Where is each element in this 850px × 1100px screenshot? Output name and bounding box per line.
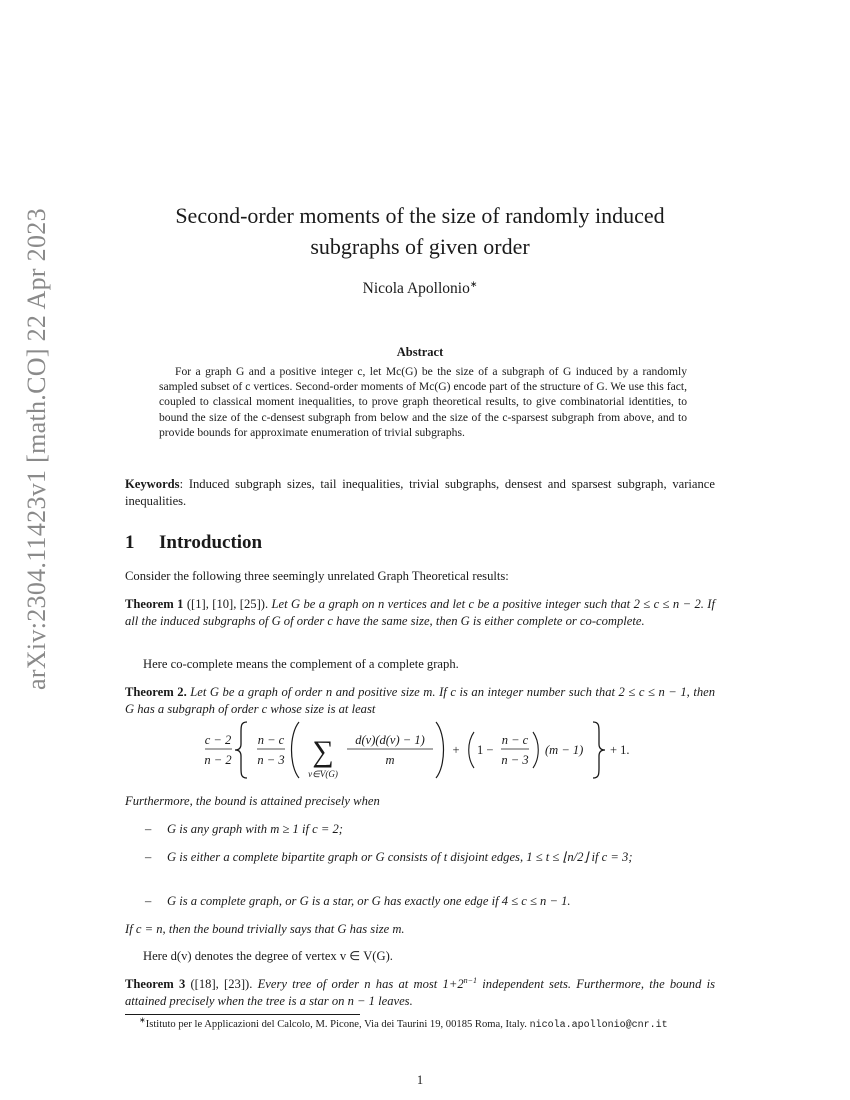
case-dash: –	[145, 894, 152, 908]
theorem-1	[125, 596, 715, 630]
formula-inner-left-paren	[469, 732, 474, 768]
formula-plus: +	[452, 743, 460, 757]
theorem-2-formula	[125, 718, 715, 782]
arxiv-identifier: arXiv:2304.11423v1 [math.CO] 22 Apr 2023	[22, 208, 51, 690]
theorem-3	[125, 976, 715, 1010]
theorem-3-refs: ([18], [23]).	[185, 977, 253, 991]
section-heading	[125, 532, 262, 554]
footnote-affiliation: Istituto per le Applicazioni del Calcolo, M. Picone, Via dei Taurini 19, 00185 Roma, Italy.	[145, 1019, 527, 1030]
formula-one-minus: 1 −	[477, 743, 494, 757]
title-line-1: Second-order moments of the size of randomly induced	[175, 203, 665, 228]
formula-inner-right-paren	[533, 732, 538, 768]
paper-title	[125, 200, 715, 262]
theorem-1-label: Theorem 1	[125, 597, 184, 611]
theorem-3-body-before: Every tree of order n has at most 1+2	[252, 977, 464, 991]
theorem-2-attained: Furthermore, the bound is attained precisely when	[125, 794, 380, 808]
theorem-2-case-3	[145, 893, 715, 910]
theorem-2-trivial-case: If c = n, then the bound trivially says that G has size m.	[125, 922, 405, 936]
abstract-text: For a graph G and a positive integer c, let Mc(G) be the size of a subgraph of G induced by a randomly sampled subset of c vertices. Second-order moments of Mc(G) encode part of the structure of G. We use this fact, coupled to classical moment inequalities, to prove graph theoretical results, to give combinatorial identities, to bound the size of the c-densest subgraph from below and the size of the c-sparsest subgraph from above, and to provide bounds for approximate enumeration of trivial subgraphs.	[159, 365, 687, 439]
case-dash: –	[145, 822, 152, 836]
degree-note: Here d(v) denotes the degree of vertex v ∈ V(G).	[143, 949, 393, 963]
footnote-email[interactable]: nicola.apollonio@cnr.it	[529, 1020, 668, 1031]
theorem-3-exponent: n−1	[463, 975, 478, 985]
formula-right-paren	[436, 722, 444, 778]
author-line	[125, 279, 715, 298]
formula-frac2-numerator: n − c	[257, 733, 285, 747]
footnote-mark: ∗	[139, 1015, 146, 1025]
formula-right-brace	[593, 722, 605, 778]
formula-frac1-denominator: n − 2	[204, 753, 232, 767]
case-text: G is any graph with m ≥ 1 if c = 2;	[167, 822, 343, 836]
theorem-2	[125, 684, 715, 718]
formula-left-paren	[292, 722, 300, 778]
author-name: Nicola Apollonio	[362, 280, 470, 298]
case-text: G is either a complete bipartite graph or G consists of t disjoint edges, 1 ≤ t ≤ ⌊n/2⌋ if c = 3;	[167, 850, 633, 864]
cocomplete-note: Here co-complete means the complement of a complete graph.	[143, 657, 459, 671]
theorem-1-refs: ([1], [10], [25]).	[183, 597, 269, 611]
section-title: Introduction	[159, 532, 263, 553]
section-number: 1	[125, 532, 135, 553]
theorem-3-label: Theorem 3	[125, 977, 186, 991]
case-dash: –	[145, 850, 152, 864]
formula-frac1-numerator: c − 2	[204, 733, 232, 747]
case-text: G is a complete graph, or G is a star, or G has exactly one edge if 4 ≤ c ≤ n − 1.	[167, 894, 571, 908]
theorem-2-label: Theorem 2.	[125, 685, 187, 699]
keywords	[125, 476, 715, 510]
formula-tail: + 1.	[610, 743, 630, 757]
theorem-3-body-after: independent sets. Furthermore, the bound is attained precisely when the tree is a star on n − 1 leaves.	[125, 977, 715, 1008]
abstract-heading: Abstract	[396, 345, 444, 359]
formula-sum-symbol: ∑	[312, 735, 334, 768]
formula-m-minus-1: (m − 1)	[545, 743, 584, 757]
footnote	[125, 1015, 715, 1033]
formula-left-brace	[235, 722, 247, 778]
theorem-2-case-2	[145, 849, 715, 866]
theorem-2-case-1	[145, 821, 715, 838]
page-number: 1	[416, 1073, 424, 1087]
formula-frac4-denominator: n − 3	[501, 753, 529, 767]
footnote-rule	[125, 1014, 360, 1015]
theorem-2-body: Let G be a graph of order n and positive size m. If c is an integer number such that 2 ≤ c ≤ n − 1, then G has a subgraph of order c whose size is at least	[125, 685, 716, 716]
formula-sum-index: v∈V(G)	[308, 769, 338, 779]
formula-frac3-numerator: d(v)(d(v) − 1)	[355, 733, 425, 747]
title-line-2: subgraphs of given order	[310, 234, 530, 259]
formula-frac3-denominator: m	[385, 753, 395, 767]
author-footnote-mark: ∗	[469, 279, 478, 289]
keywords-list: : Induced subgraph sizes, tail inequalities, trivial subgraphs, densest and sparsest subgraph, variance inequalities.	[125, 477, 715, 508]
intro-sentence: Consider the following three seemingly unrelated Graph Theoretical results:	[125, 569, 509, 583]
formula-frac4-numerator: n − c	[501, 733, 529, 747]
formula-frac2-denominator: n − 3	[257, 753, 285, 767]
keywords-label: Keywords	[125, 477, 180, 491]
theorem-1-body: Let G be a graph on n vertices and let c be a positive integer such that 2 ≤ c ≤ n − 2. If all the induced subgraphs of G of order c have the same size, then G is either complete or co-complete.	[125, 597, 715, 628]
